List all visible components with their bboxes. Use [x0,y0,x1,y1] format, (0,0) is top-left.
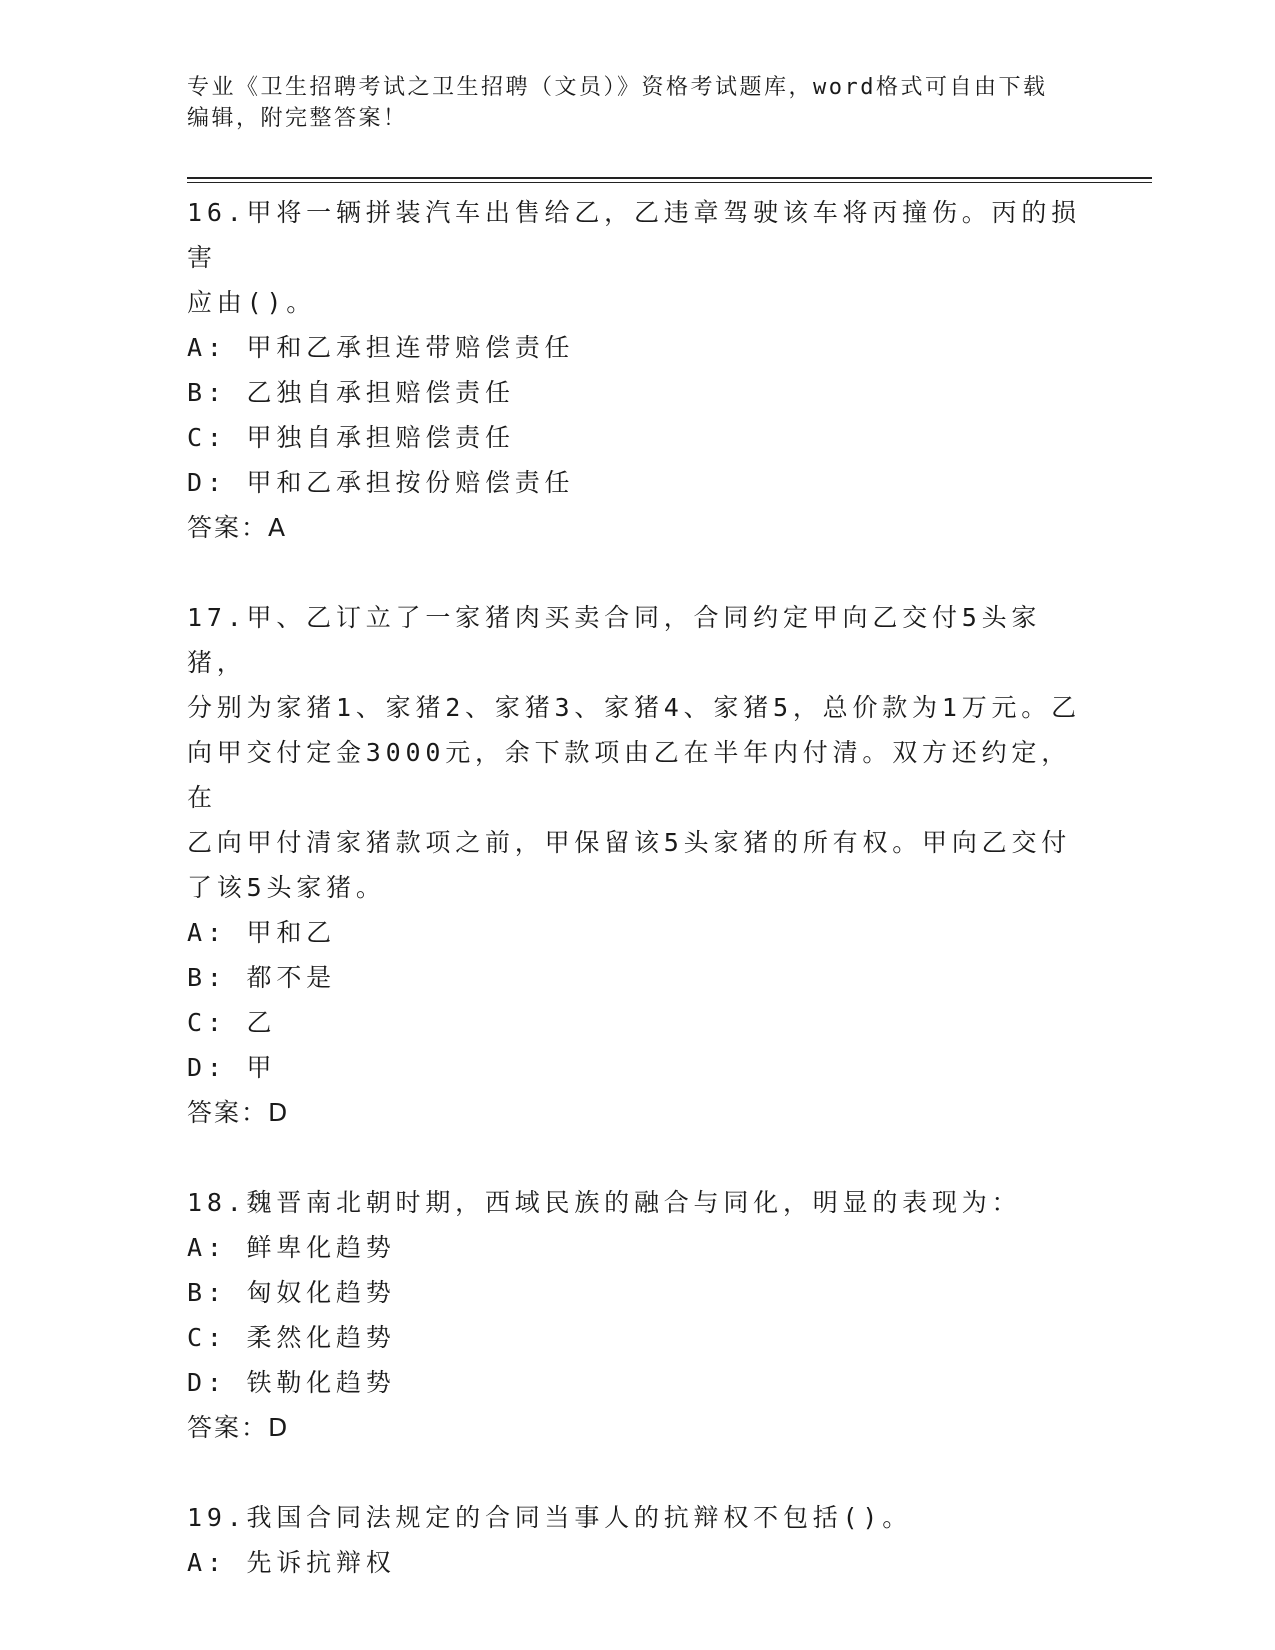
header-line-1: 专业《卫生招聘考试之卫生招聘（文员）》资格考试题库，word格式可自由下载 [187,75,1048,100]
option-a: A: 甲和乙承担连带赔偿责任 [187,333,575,362]
question-text-line: 17.甲、乙订立了一家猪肉买卖合同，合同约定甲向乙交付5头家猪， [187,603,1042,677]
option-b: B: 匈奴化趋势 [187,1278,396,1307]
option-d: D: 甲 [187,1053,277,1082]
answer-label: 答案：D [187,1413,290,1442]
question-19 [187,1495,1087,1585]
question-spacer [187,1135,1087,1180]
option-b: B: 乙独自承担赔偿责任 [187,378,515,407]
option-d: D: 甲和乙承担按份赔偿责任 [187,468,575,497]
question-text-line: 18.魏晋南北朝时期，西域民族的融合与同化，明显的表现为： [187,1188,1022,1217]
question-list [187,190,1087,1585]
header-divider-thick [187,177,1152,179]
option-a: A: 甲和乙 [187,918,336,947]
question-text-line: 应由()。 [187,288,317,317]
answer-label: 答案：A [187,513,288,542]
option-c: C: 乙 [187,1008,277,1037]
question-spacer [187,550,1087,595]
document-header [187,72,1087,134]
question-spacer [187,1450,1087,1495]
question-text-line: 19.我国合同法规定的合同当事人的抗辩权不包括()。 [187,1503,913,1532]
question-text-line: 向甲交付定金3000元，余下款项由乙在半年内付清。双方还约定，在 [187,738,1072,812]
question-18 [187,1180,1087,1450]
option-c: C: 甲独自承担赔偿责任 [187,423,515,452]
header-divider-thin [187,182,1152,183]
option-a: A: 鲜卑化趋势 [187,1233,396,1262]
question-text-line: 乙向甲付清家猪款项之前，甲保留该5头家猪的所有权。甲向乙交付 [187,828,1072,857]
question-text-line: 了该5头家猪。 [187,873,386,902]
question-17 [187,595,1087,1135]
question-16 [187,190,1087,550]
question-text-line: 16.甲将一辆拼装汽车出售给乙，乙违章驾驶该车将丙撞伤。丙的损害 [187,198,1081,272]
question-text-line: 分别为家猪1、家猪2、家猪3、家猪4、家猪5，总价款为1万元。乙 [187,693,1081,722]
option-c: C: 柔然化趋势 [187,1323,396,1352]
option-a: A: 先诉抗辩权 [187,1548,396,1577]
option-d: D: 铁勒化趋势 [187,1368,396,1397]
header-line-2: 编辑，附完整答案！ [187,106,408,131]
answer-label: 答案：D [187,1098,290,1127]
option-b: B: 都不是 [187,963,336,992]
